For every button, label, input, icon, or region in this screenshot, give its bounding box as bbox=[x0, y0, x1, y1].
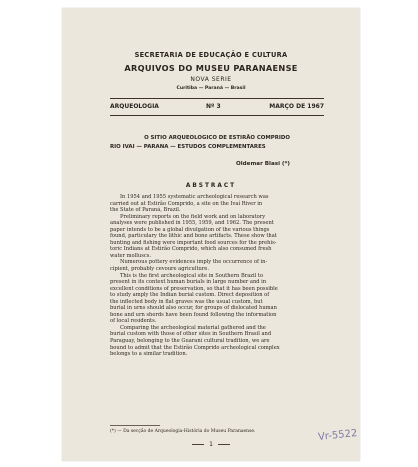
text-line: to study amply the Indian burial custom. Direct deposition of bbox=[110, 292, 270, 299]
text-line: Paraguay, belonging to the Guarani cultural tradition, we are bbox=[110, 338, 270, 345]
text-line: bound to admit that the Estirão Comprido archeological complex bbox=[110, 344, 280, 351]
text-line: cipient, probably cevoure agriculture. bbox=[110, 266, 209, 273]
document-page bbox=[62, 8, 360, 461]
author-name: Oldemar Blasi (*) bbox=[236, 161, 290, 167]
text-line: excellent conditions of preservation, so that it has been possible bbox=[110, 285, 278, 292]
handwritten-note: Vr-5522 bbox=[317, 427, 358, 444]
text-line: present in its context human burials in large number and in bbox=[110, 279, 267, 286]
text-line: In 1954 and 1955 systematic archeological research was bbox=[120, 194, 269, 200]
issue-number: Nº 3 bbox=[206, 103, 221, 110]
abstract-paragraph-2 bbox=[110, 214, 324, 260]
footnote-rule bbox=[110, 425, 160, 426]
article-title-line-2: RIO IVAI — PARANA — ESTUDOS COMPLEMENTARES bbox=[110, 144, 266, 150]
text-line: carried out at Estirão Comprido, a site on the Ivaí River in bbox=[110, 200, 263, 207]
issue-line bbox=[110, 103, 324, 113]
text-line: Numerous pottery evidences imply the occurrence of in- bbox=[120, 259, 268, 266]
text-line: water molluscs. bbox=[110, 252, 152, 259]
abstract-paragraph-1 bbox=[110, 194, 324, 214]
page-number: 1 bbox=[62, 441, 360, 448]
text-line: analyses were published in 1955, 1959, and 1962. The present bbox=[110, 220, 274, 227]
secretariat-heading: SECRETARIA DE EDUCAÇÃO E CULTURA bbox=[134, 51, 288, 59]
text-line: of local residents. bbox=[110, 318, 157, 325]
abstract-paragraph-4 bbox=[110, 273, 324, 325]
issue-series: ARQUEOLOGIA bbox=[110, 103, 159, 110]
abstract-paragraph-5 bbox=[110, 325, 324, 358]
place-line: Curitiba — Paraná — Brasil bbox=[176, 86, 246, 91]
article-title-line-1: O SITIO ARQUEOLOGICO DE ESTIRÃO COMPRIDO bbox=[144, 135, 290, 141]
series-label: NOVA SERIE bbox=[190, 76, 232, 83]
text-line: the inflected body in flat graves was the usual custom, but bbox=[110, 298, 263, 305]
text-line: burial custom with those of other sites in Southern Brasil and bbox=[110, 331, 272, 338]
text-line: paper intends to be a global divulgation of the various things bbox=[110, 226, 270, 233]
text-line: found, particulary the lithic and bone artifacts. These show that bbox=[110, 233, 277, 240]
text-line: belongs to a similar tradition. bbox=[110, 351, 188, 358]
text-line: hunting and fishing were important food sources for the prehis- bbox=[110, 239, 277, 246]
header-rule-bottom bbox=[110, 115, 324, 116]
text-line: bone and urn sherds have been found following the information bbox=[110, 311, 277, 318]
issue-date: MARÇO DE 1967 bbox=[269, 103, 324, 110]
text-line: This is the first archeological site in Southern Brazil to bbox=[120, 272, 264, 279]
text-line: toric Indians at Estirão Comprido, which also consumed fresh bbox=[110, 246, 272, 253]
abstract-paragraph-3 bbox=[110, 259, 324, 272]
text-line: Preliminary reports on the field work and on laboratory bbox=[120, 213, 266, 220]
abstract-body bbox=[110, 194, 324, 358]
abstract-heading: ABSTRACT bbox=[185, 183, 237, 189]
footnote: (*) — Da secção de Arqueologia-História do Museu Paranaense. bbox=[110, 429, 256, 434]
text-line: the State of Paraná, Brazil. bbox=[110, 207, 181, 214]
text-line: Comparing the archeological material gathered and the bbox=[120, 324, 266, 331]
text-line: burial in urns should also occur, for groups of dislocated human bbox=[110, 305, 277, 312]
header-rule-top bbox=[110, 98, 324, 99]
journal-title: ARQUIVOS DO MUSEU PARANAENSE bbox=[124, 63, 298, 73]
